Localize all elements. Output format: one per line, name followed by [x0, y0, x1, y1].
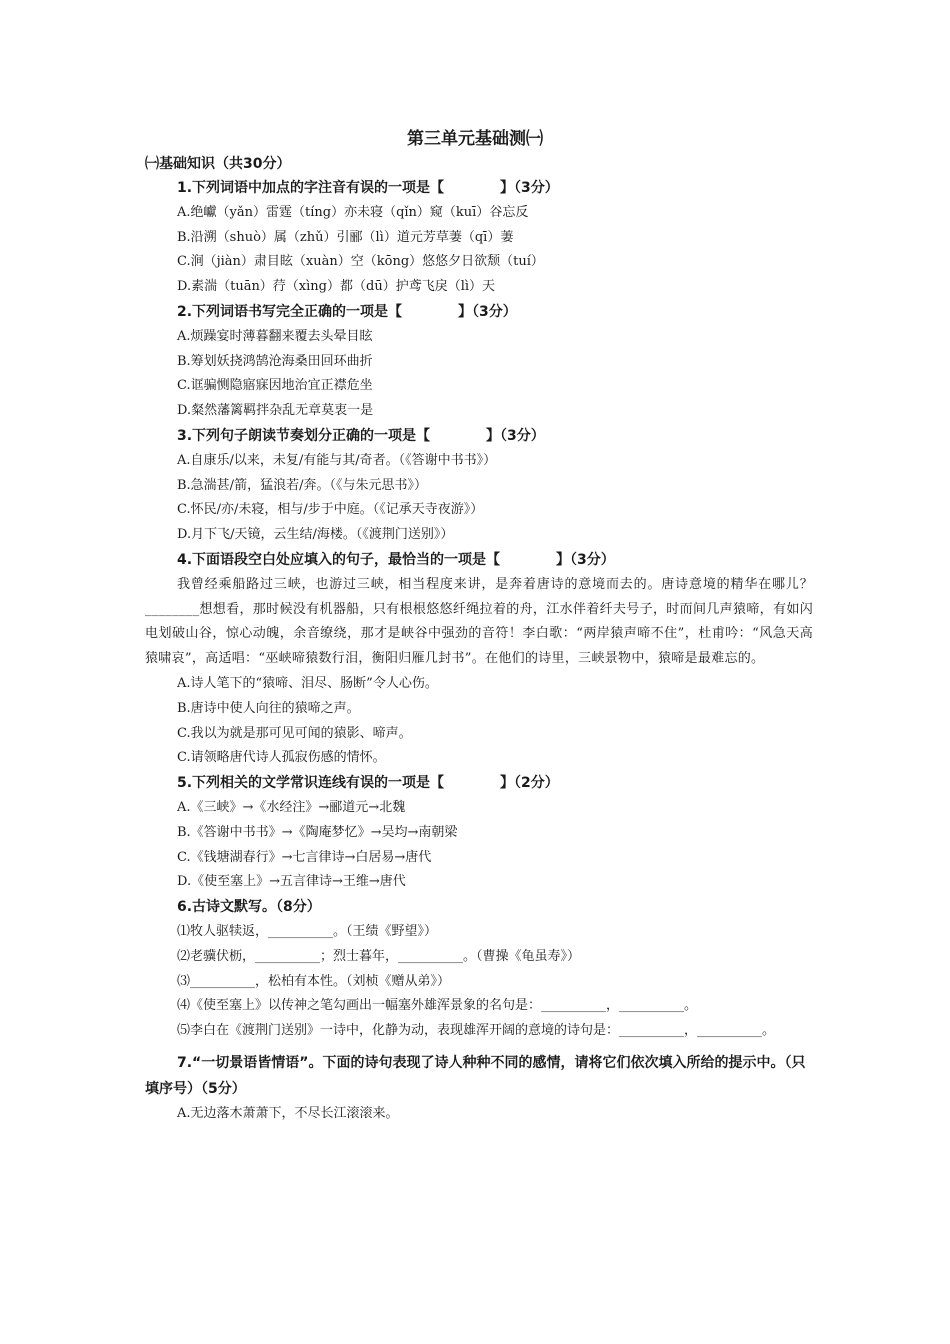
question-7-stem: 7.“一切景语皆情语”。下面的诗句表现了诗人种种不同的感情，请将它们依次填入所给的提示中。（只填序号）（5分） — [145, 1054, 806, 1097]
q2-option-d: D.粲然藩篱羁拌杂乱无章莫衷一是 — [177, 403, 374, 419]
q5-option-d: D.《使至塞上》→五言律诗→王维→唐代 — [177, 874, 406, 890]
q2-option-a: A.烦躁宴时薄暮翻来覆去头晕目眩 — [177, 328, 373, 344]
question-6-stem: 6.古诗文默写。（8分） — [177, 899, 321, 916]
q2-option-b: B.筹划妖挠鸿鹄沧海桑田回环曲折 — [177, 353, 373, 369]
q7-option-a: A.无边落木萧萧下，不尽长江滚滚来。 — [177, 1105, 399, 1121]
q2-option-c: C.诓骗恻隐寤寐因地治宜正襟危坐 — [177, 378, 373, 394]
q6-item-5: ⑸李白在《渡荆门送别》一诗中，化静为动，表现雄浑开阔的意境的诗句是：__________，__________。 — [177, 1023, 776, 1039]
q5-option-a: A.《三峡》→《水经注》→郦道元→北魏 — [177, 799, 406, 815]
q3-option-c: C.怀民/亦/未寝，相与/步于中庭。（《记承天寺夜游》） — [177, 502, 484, 518]
question-4-stem: 4.下面语段空白处应填入的句子，最恰当的一项是【 】（3分） — [177, 551, 615, 568]
q4-option-b: B.唐诗中使人向往的猿啼之声。 — [177, 700, 360, 716]
q3-option-b: B.急湍甚/箭，猛浪若/奔。（《与朱元思书》） — [177, 477, 427, 493]
q1-option-d: D.素湍（tuān）荇（xìng）都（dū）护鸢飞戾（lì）天 — [177, 279, 496, 295]
q4-passage: 我曾经乘船路过三峡，也游过三峡，相当程度来讲，是奔着唐诗的意境而去的。唐诗意境的精华在哪儿？________想想看，那时候没有机器船，只有根根悠悠纤绳拉着的舟，江水伴着纤夫号子，时而间几声猿啼，有如闪电划破山谷，惊心动魄，余音缭绕，那才是峡谷中强劲的音符！李白歌：“两岸猿声啼不住”，杜甫吟：“风急天高猿啸哀”，高适唱：“巫峡啼猿数行泪，衡阳归雁几封书”。在他们的诗里，三峡景物中，猿啼是最难忘的。 — [145, 576, 813, 667]
q3-option-d: D.月下飞/天镜，云生结/海楼。（《渡荆门送别》） — [177, 527, 454, 543]
q5-option-b: B.《答谢中书书》→《陶庵梦忆》→吴均→南朝梁 — [177, 824, 458, 840]
question-list — [145, 176, 813, 1127]
q4-option-c: C.我以为就是那可见可闻的猿影、啼声。 — [177, 725, 412, 741]
q6-item-1: ⑴牧人驱犊返，__________。（王绩《野望》） — [177, 923, 438, 939]
q1-option-b: B.沿溯（shuò）属（zhǔ）引郦（lì）道元芳草萋（qī）萋 — [177, 229, 514, 245]
question-5-stem: 5.下列相关的文学常识连线有误的一项是【 】（2分） — [177, 775, 559, 792]
q6-item-3: ⑶__________，松柏有本性。（刘桢《赠从弟》） — [177, 973, 451, 989]
question-3-stem: 3.下列句子朗读节奏划分正确的一项是【 】（3分） — [177, 427, 545, 444]
q4-option-a: A.诗人笔下的“猿啼、泪尽、肠断”令人心伤。 — [177, 675, 438, 691]
question-2-stem: 2.下列词语书写完全正确的一项是【 】（3分） — [177, 303, 517, 320]
section-heading: ㈠基础知识（共30分） — [145, 156, 291, 172]
q1-option-a: A.绝巘（yǎn）雷霆（tíng）亦未寝（qǐn）窥（kuī）谷忘反 — [177, 204, 529, 220]
question-1-stem: 1.下列词语中加点的字注音有误的一项是【 】（3分） — [177, 180, 559, 196]
page-title: 第三单元基础测㈠ — [407, 129, 543, 149]
q4-option-d: C.请领略唐代诗人孤寂伤感的情怀。 — [177, 750, 386, 766]
q1-option-c: C.涧（jiàn）肃目眩（xuàn）空（kōng）悠悠夕日欲颓（tuí） — [177, 254, 544, 270]
q6-item-2: ⑵老骥伏枥，__________；烈士暮年，__________。（曹操《龟虽寿》） — [177, 948, 581, 964]
q5-option-c: C.《钱塘湖春行》→七言律诗→白居易→唐代 — [177, 849, 432, 865]
q6-item-4: ⑷《使至塞上》以传神之笔勾画出一幅塞外雄浑景象的名句是：__________，__________。 — [177, 998, 698, 1014]
q3-option-a: A.自康乐/以来，未复/有能与其/奇者。（《答谢中书书》） — [177, 452, 497, 468]
